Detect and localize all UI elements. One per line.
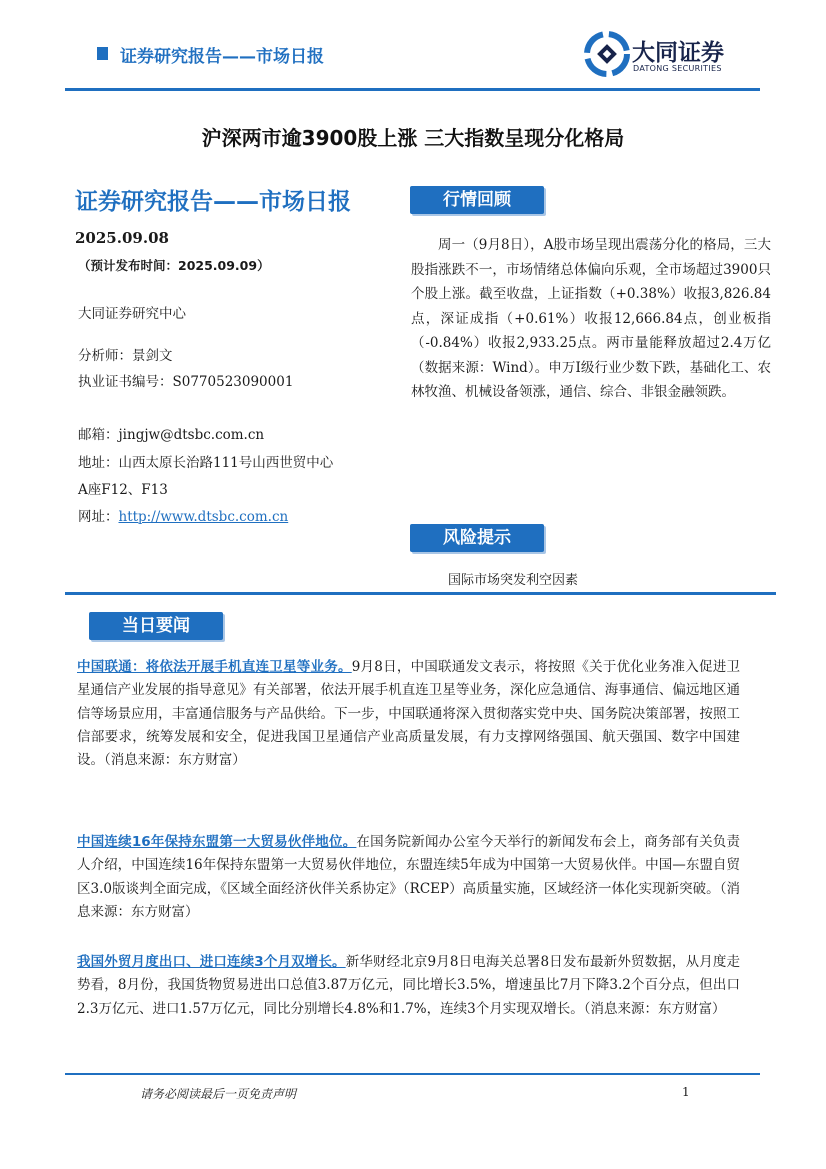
news-headline[interactable]: 我国外贸月度出口、进口连续3个月双增长。 <box>77 954 346 970</box>
news-body: 9月8日，中国联通发文表示，将按照《关于优化业务准入促进卫星通信产业发展的指导意见》有关部署，依法开展手机直连卫星等业务，深化应急通信、海事通信、偏远地区通信等场景应用，丰富通信服务与产品供给。下一步，中国联通将深入贯彻落实党中央、国务院决策部署，按照工信部要求，统筹发展和安全，促进我国卫星通信产业高质量发展，有力支撑网络强国、航天强国、数字中国建设。（消息来源：东方财富） <box>77 659 740 769</box>
risk-warning-text: 国际市场突发利空因素 <box>448 573 579 588</box>
disclaimer-note: 请务必阅读最后一页免责声明 <box>140 1087 297 1101</box>
news-body: 在国务院新闻办公室今天举行的新闻发布会上，商务部有关负责人介绍，中国连续16年保持东盟第一大贸易伙伴地位，东盟连续5年成为中国第一大贸易伙伴。中国—东盟自贸区3.0版谈判全面完成，《区域全面经济伙伴关系协定》（RCEP）高质量实施，区域经济一体化实现新突破。（消息来源：东方财富） <box>77 834 740 920</box>
logo-name: 大同证券 <box>632 40 724 66</box>
news-body: 新华财经北京9月8日电海关总署8日发布最新外贸数据，从月度走势看，8月份，我国货物贸易进出口总值3.87万亿元，同比增长3.5%，增速虽比7月下降3.2个百分点，但出口2.3万亿元、进口1.57万亿元，同比分别增长4.8%和1.7%，连续3个月实现双增长。（消息来源：东方财富） <box>77 954 740 1017</box>
email: 邮箱：jingjw@dtsbc.com.cn <box>78 427 265 443</box>
logo-mark-icon <box>583 30 631 78</box>
news-headline[interactable]: 中国连续16年保持东盟第一大贸易伙伴地位。 <box>77 834 357 850</box>
risk-warning-heading: 风险提示 <box>410 524 544 552</box>
section-divider <box>65 592 776 595</box>
logo-english-name: DATONG SECURITIES <box>633 64 722 73</box>
news-headline[interactable]: 中国联通：将依法开展手机直连卫星等业务。 <box>77 659 352 675</box>
report-title: 沪深两市逾3900股上涨 三大指数呈现分化格局 <box>201 126 625 150</box>
address-line-2: A座F12、F13 <box>78 482 168 498</box>
report-date: 2025.09.08 <box>75 229 169 247</box>
publish-time: （预计发布时间：2025.09.09） <box>78 258 270 273</box>
website-link[interactable]: http://www.dtsbc.com.cn <box>118 509 289 525</box>
analyst: 分析师：景剑文 <box>78 348 173 364</box>
news-item <box>77 951 740 1021</box>
header-divider <box>65 88 760 91</box>
news-item <box>77 656 740 772</box>
daily-news-heading: 当日要闻 <box>89 612 223 640</box>
footer-divider <box>65 1073 760 1075</box>
certificate-number: 执业证书编号：S0770523090001 <box>78 374 294 390</box>
left-report-type: 证券研究报告——市场日报 <box>75 189 351 215</box>
market-review-text: 周一（9月8日），A股市场呈现出震荡分化的格局，三大股指涨跌不一，市场情绪总体偏向乐观，全市场超过3900只个股上涨。截至收盘，上证指数（+0.38%）收报3,826.84点，深证成指（+0.61%）收报12,666.84点，创业板指（-0.84%）收报2,933.25点。两市量能释放超过2.4万亿（数据来源：Wind）。申万I级行业少数下跌，基础化工、农林牧渔、机械设备领涨，通信、综合、非银金融领跌。 <box>411 237 771 400</box>
website <box>78 505 288 525</box>
header-marker <box>97 47 108 60</box>
website-label: 网址： <box>78 509 119 525</box>
research-center: 大同证券研究中心 <box>78 306 186 322</box>
page-number: 1 <box>682 1085 690 1099</box>
news-item <box>77 831 740 924</box>
address-line-1: 地址：山西太原长治路111号山西世贸中心 <box>78 455 334 471</box>
header-report-type: 证券研究报告——市场日报 <box>120 47 324 67</box>
market-review-heading: 行情回顾 <box>410 186 544 214</box>
